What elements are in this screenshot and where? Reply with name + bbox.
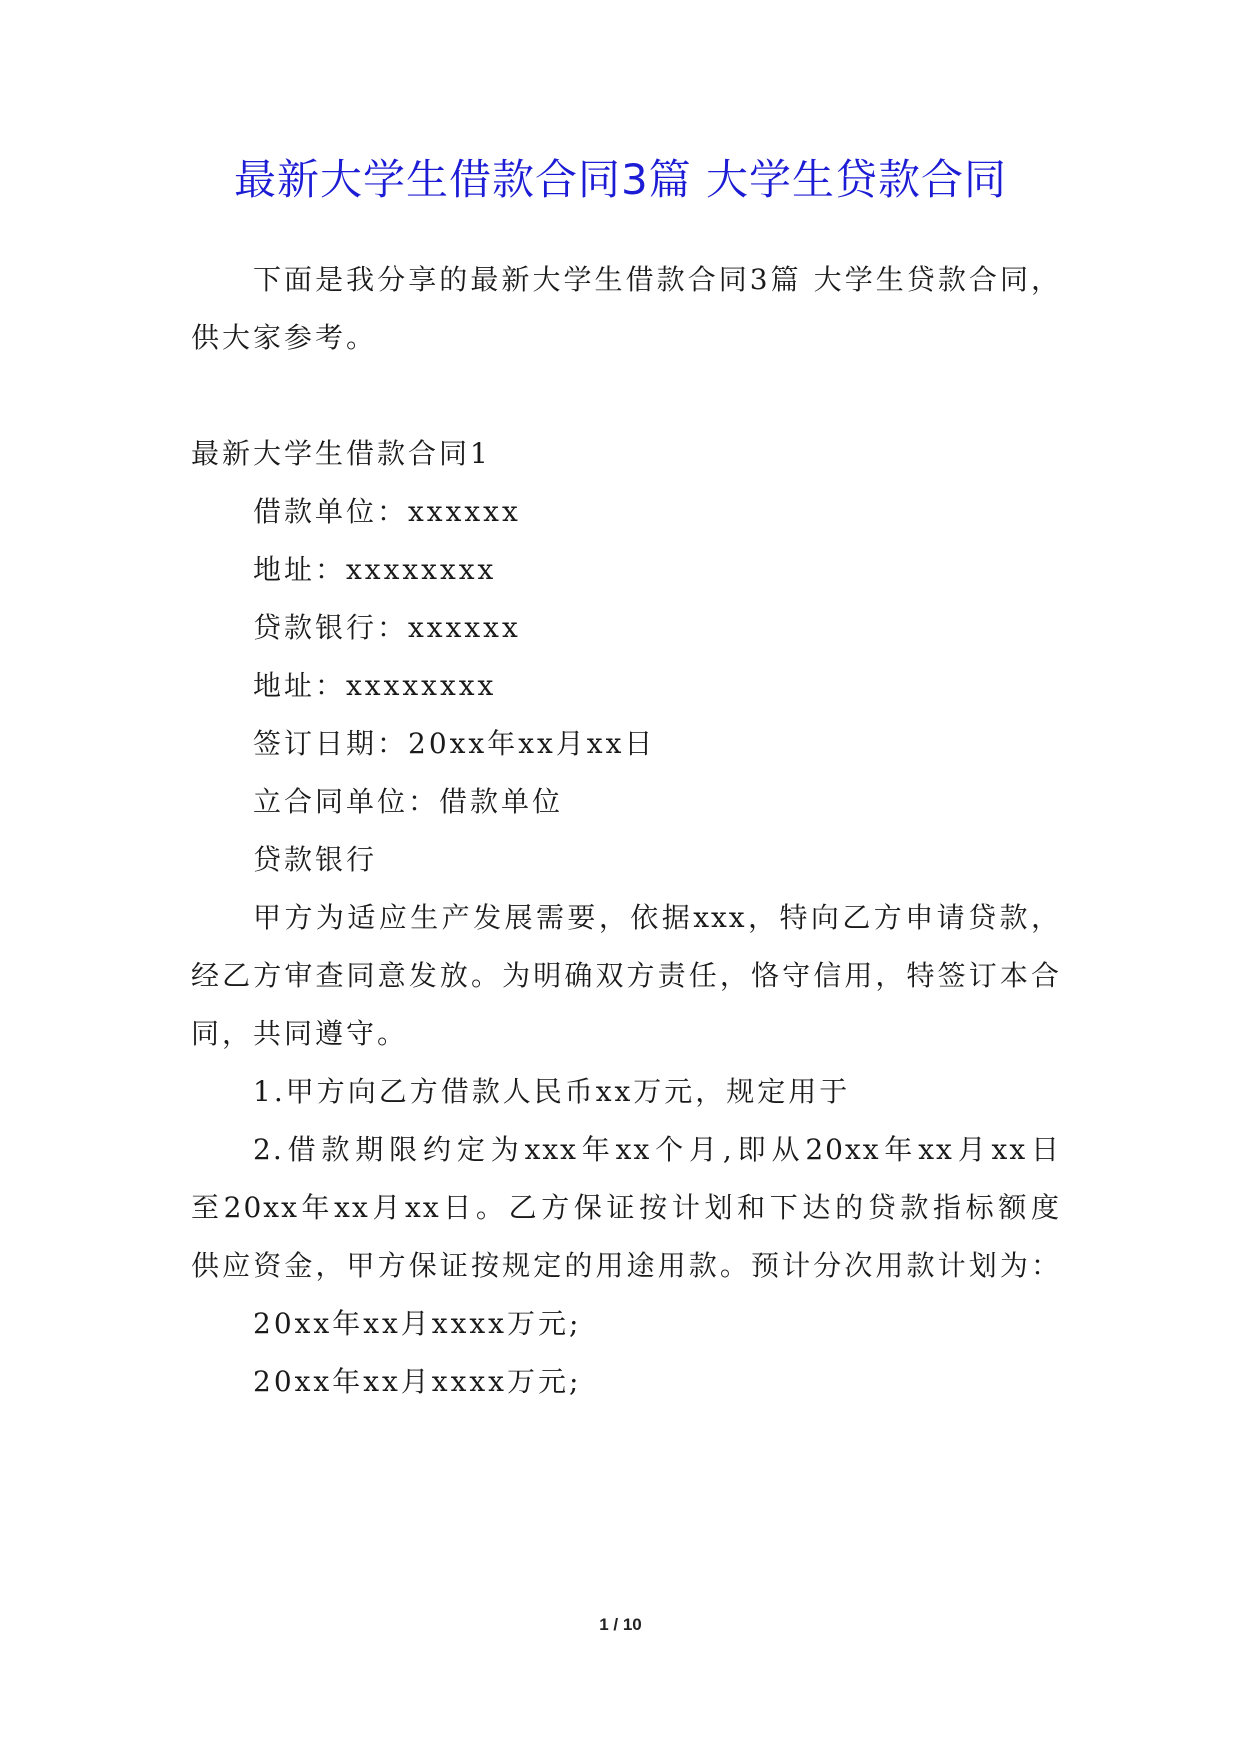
field-lending-bank: 贷款银行：xxxxxx	[253, 611, 521, 644]
plan-item-2: 20xx年xx月xxxx万元;	[253, 1365, 582, 1398]
clause-2-line-1: 2.借款期限约定为xxx年xx个月,即从20xx年xx月xx日	[253, 1133, 1061, 1166]
field-contract-parties: 立合同单位：借款单位	[253, 785, 564, 818]
preamble-line-3: 同，共同遵守。	[191, 1017, 409, 1050]
preamble-line-2: 经乙方审查同意发放。为明确双方责任，恪守信用，特签订本合	[191, 959, 1061, 992]
intro-line-1: 下面是我分享的最新大学生借款合同3篇 大学生贷款合同，	[253, 263, 1061, 296]
clause-2-line-2: 至20xx年xx月xx日。乙方保证按计划和下达的贷款指标额度	[191, 1191, 1061, 1224]
clause-2-line-3: 供应资金，甲方保证按规定的用途用款。预计分次用款计划为：	[191, 1249, 1061, 1282]
field-borrower-address: 地址：xxxxxxxx	[253, 553, 497, 586]
document-title: 最新大学生借款合同3篇 大学生贷款合同	[233, 155, 1008, 204]
preamble-line-1: 甲方为适应生产发展需要，依据xxx，特向乙方申请贷款，	[253, 901, 1061, 934]
field-sign-date: 签订日期：20xx年xx月xx日	[253, 727, 656, 760]
page-number: 1 / 10	[599, 1615, 642, 1634]
field-contract-bank: 贷款银行	[253, 843, 378, 876]
clause-1: 1.甲方向乙方借款人民币xx万元，规定用于	[253, 1075, 851, 1108]
field-bank-address: 地址：xxxxxxxx	[253, 669, 497, 702]
section-heading: 最新大学生借款合同1	[191, 437, 491, 470]
plan-item-1: 20xx年xx月xxxx万元;	[253, 1307, 582, 1340]
field-borrower: 借款单位：xxxxxx	[253, 495, 521, 528]
intro-line-2: 供大家参考。	[191, 321, 378, 354]
